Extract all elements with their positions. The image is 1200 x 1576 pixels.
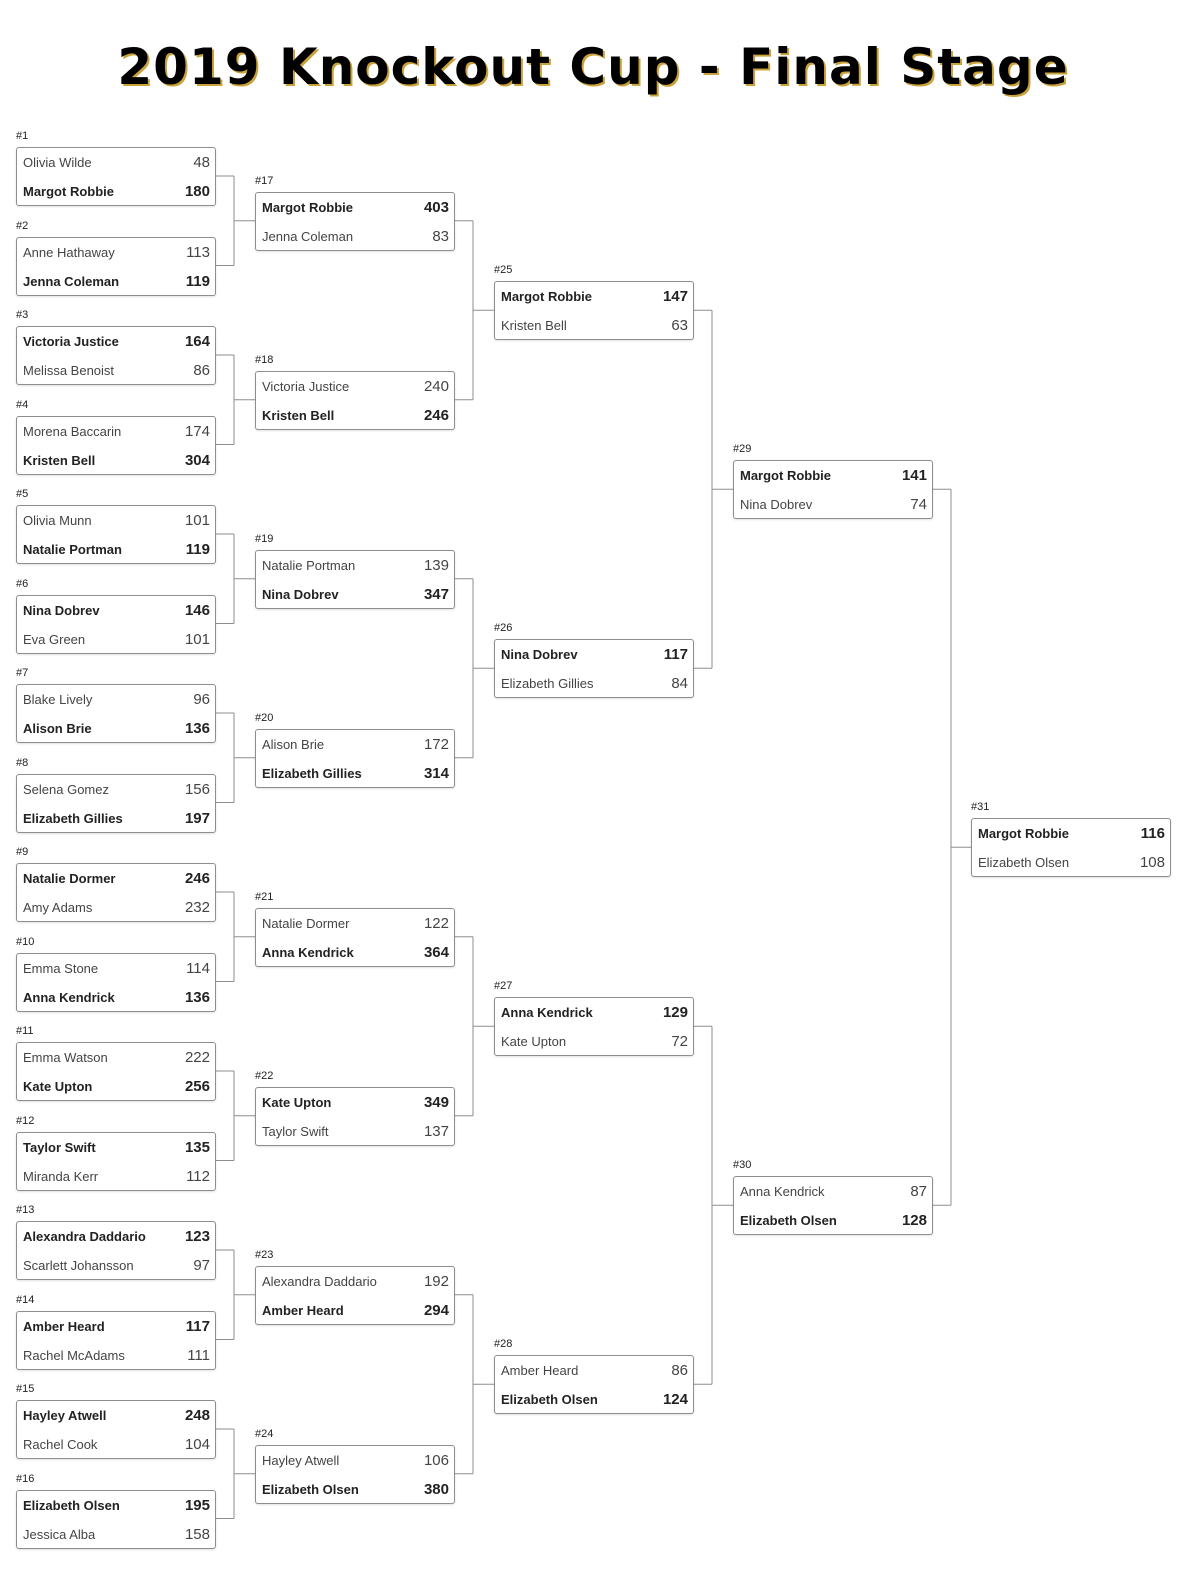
match-number: #14: [16, 1293, 35, 1306]
participant-name: Alison Brie: [23, 721, 92, 736]
participant-row[interactable]: [17, 714, 215, 742]
participant-row[interactable]: [17, 775, 215, 803]
match-number: #28: [494, 1338, 513, 1351]
participant-score: 240: [423, 377, 449, 395]
match-number: #3: [16, 309, 29, 321]
participant-row[interactable]: [17, 1491, 215, 1519]
match-box[interactable]: [494, 997, 694, 1056]
match-box[interactable]: [255, 1087, 455, 1146]
participant-name: Natalie Portman: [23, 542, 122, 557]
participant-score: 172: [423, 735, 449, 753]
participant-name: Victoria Justice: [23, 334, 119, 349]
participant-row[interactable]: [17, 1251, 215, 1279]
match-number: #5: [16, 488, 29, 500]
participant-score: 122: [423, 914, 449, 932]
participant-score: 180: [184, 183, 210, 200]
participant-row[interactable]: [495, 1027, 693, 1055]
match-box[interactable]: [494, 639, 694, 698]
participant-score: 116: [1140, 825, 1165, 843]
participant-name: Elizabeth Olsen: [23, 1497, 120, 1513]
participant-row[interactable]: [734, 461, 932, 489]
participant-row[interactable]: [17, 954, 215, 982]
participant-name: Elizabeth Olsen: [262, 1481, 359, 1497]
participant-name: Nina Dobrev: [501, 647, 578, 663]
participant-name: Hayley Atwell: [23, 1408, 107, 1423]
match-number: #9: [16, 846, 29, 858]
participant-row[interactable]: [17, 238, 215, 266]
participant-row[interactable]: [256, 1296, 454, 1324]
participant-name: Nina Dobrev: [23, 602, 100, 618]
participant-row[interactable]: [256, 580, 454, 608]
participant-score: 158: [184, 1525, 210, 1543]
participant-name: Jenna Coleman: [23, 273, 120, 289]
match-box[interactable]: [16, 416, 216, 475]
participant-row[interactable]: [256, 193, 454, 221]
match-box[interactable]: [16, 1042, 216, 1101]
participant-row[interactable]: [17, 177, 215, 205]
participant-row[interactable]: [495, 282, 693, 310]
participant-score: 128: [901, 1212, 927, 1230]
participant-score: 63: [671, 317, 688, 335]
participant-name: Alexandra Daddario: [262, 1273, 377, 1289]
participant-row[interactable]: [256, 1267, 454, 1295]
match-number: #24: [255, 1427, 274, 1440]
participant-row[interactable]: [256, 1446, 454, 1474]
participant-row[interactable]: [17, 1401, 215, 1429]
participant-score: 86: [193, 362, 210, 379]
participant-score: 123: [184, 1228, 210, 1245]
participant-row[interactable]: [17, 1341, 215, 1369]
participant-name: Taylor Swift: [23, 1139, 96, 1155]
participant-score: 87: [910, 1183, 927, 1201]
participant-row[interactable]: [256, 222, 454, 250]
participant-row[interactable]: [17, 596, 215, 624]
participant-name: Morena Baccarin: [23, 423, 122, 439]
participant-row[interactable]: [17, 535, 215, 563]
participant-name: Alexandra Daddario: [23, 1229, 146, 1244]
participant-score: 129: [662, 1004, 688, 1022]
participant-score: 314: [423, 764, 449, 782]
match-box[interactable]: [494, 281, 694, 340]
participant-name: Rachel Cook: [23, 1437, 98, 1452]
participant-name: Anna Kendrick: [262, 944, 354, 960]
participant-score: 117: [185, 1317, 210, 1335]
participant-row[interactable]: [256, 730, 454, 758]
participant-score: 139: [423, 556, 449, 574]
participant-score: 74: [910, 496, 927, 514]
participant-name: Miranda Kerr: [23, 1168, 99, 1184]
match-box[interactable]: [255, 371, 455, 430]
match-box[interactable]: [16, 1490, 216, 1549]
participant-name: Emma Stone: [23, 960, 99, 976]
match-number: #21: [255, 890, 274, 903]
participant-score: 246: [184, 870, 210, 887]
participant-name: Elizabeth Olsen: [978, 855, 1070, 871]
match-box[interactable]: [16, 237, 216, 296]
participant-score: 112: [186, 1167, 210, 1185]
participant-score: 246: [423, 406, 449, 424]
match-number: #15: [16, 1383, 35, 1395]
participant-score: 164: [184, 333, 210, 350]
participant-name: Natalie Portman: [262, 557, 356, 573]
participant-name: Eva Green: [23, 631, 86, 647]
match-box[interactable]: [255, 1266, 455, 1325]
participant-score: 304: [184, 451, 210, 469]
participant-row[interactable]: [256, 938, 454, 966]
match-box[interactable]: [255, 1445, 455, 1504]
participant-name: Rachel McAdams: [23, 1347, 125, 1363]
participant-score: 349: [423, 1093, 449, 1111]
participant-score: 136: [184, 720, 210, 737]
match-box[interactable]: [16, 774, 216, 833]
participant-row[interactable]: [17, 267, 215, 295]
participant-name: Nina Dobrev: [740, 497, 813, 513]
participant-row[interactable]: [256, 1117, 454, 1145]
match-box[interactable]: [971, 818, 1171, 877]
participant-name: Margot Robbie: [978, 826, 1069, 842]
participant-row[interactable]: [734, 1177, 932, 1205]
participant-row[interactable]: [495, 669, 693, 697]
participant-name: Margot Robbie: [23, 184, 114, 199]
match-box[interactable]: [494, 1355, 694, 1414]
match-box[interactable]: [255, 550, 455, 609]
participant-score: 232: [184, 899, 210, 916]
match-number: #25: [494, 264, 513, 277]
participant-name: Elizabeth Gillies: [262, 765, 362, 781]
participant-score: 111: [187, 1346, 210, 1364]
participant-name: Nina Dobrev: [262, 586, 339, 602]
match-number: #19: [255, 532, 274, 545]
match-box[interactable]: [255, 192, 455, 251]
participant-name: Amber Heard: [23, 1318, 105, 1334]
participant-score: 146: [184, 601, 210, 619]
participant-score: 48: [193, 154, 210, 171]
participant-row[interactable]: [17, 1430, 215, 1458]
match-number: #23: [255, 1248, 274, 1261]
participant-row[interactable]: [256, 909, 454, 937]
participant-name: Elizabeth Gillies: [23, 810, 123, 826]
participant-name: Natalie Dormer: [262, 915, 350, 931]
participant-name: Blake Lively: [23, 692, 93, 707]
match-number: #12: [16, 1114, 35, 1127]
participant-name: Victoria Justice: [262, 378, 350, 394]
participant-score: 136: [184, 988, 210, 1006]
participant-row[interactable]: [495, 1356, 693, 1384]
participant-row[interactable]: [256, 1475, 454, 1503]
participant-row[interactable]: [17, 685, 215, 713]
participant-name: Scarlett Johansson: [23, 1258, 134, 1273]
match-box[interactable]: [16, 1132, 216, 1191]
participant-name: Olivia Munn: [23, 513, 92, 528]
participant-name: Margot Robbie: [740, 468, 831, 484]
match-number: #18: [255, 353, 274, 366]
participant-name: Kate Upton: [262, 1094, 332, 1110]
participant-name: Kristen Bell: [23, 452, 96, 468]
participant-name: Natalie Dormer: [23, 871, 116, 886]
participant-row[interactable]: [17, 864, 215, 892]
match-number: #31: [971, 801, 990, 814]
participant-row[interactable]: [734, 490, 932, 518]
match-number: #30: [733, 1159, 752, 1172]
match-number: #1: [16, 130, 29, 142]
participant-name: Elizabeth Olsen: [501, 1392, 598, 1408]
match-box[interactable]: [16, 684, 216, 743]
match-number: #6: [16, 577, 29, 590]
participant-row[interactable]: [17, 446, 215, 474]
participant-score: 108: [1139, 854, 1165, 872]
participant-score: 197: [184, 809, 210, 827]
participant-row[interactable]: [17, 893, 215, 921]
match-number: #29: [733, 443, 752, 456]
match-box[interactable]: [733, 1176, 933, 1235]
participant-row[interactable]: [495, 1385, 693, 1413]
participant-name: Selena Gomez: [23, 781, 109, 797]
participant-row[interactable]: [256, 1088, 454, 1116]
participant-score: 104: [184, 1436, 210, 1453]
match-number: #17: [255, 174, 274, 187]
participant-row[interactable]: [17, 327, 215, 355]
match-box[interactable]: [16, 326, 216, 385]
participant-name: Kristen Bell: [501, 318, 567, 334]
participant-score: 135: [184, 1138, 210, 1156]
participant-score: 248: [184, 1407, 210, 1424]
participant-row[interactable]: [17, 1043, 215, 1071]
participant-score: 364: [423, 943, 449, 961]
participant-name: Margot Robbie: [262, 199, 353, 215]
match-box[interactable]: [16, 1400, 216, 1459]
participant-name: Margot Robbie: [501, 289, 592, 305]
participant-score: 117: [663, 646, 688, 664]
match-number: #10: [16, 935, 35, 948]
participant-name: Jessica Alba: [23, 1526, 96, 1542]
participant-name: Taylor Swift: [262, 1123, 329, 1139]
match-box[interactable]: [255, 729, 455, 788]
participant-score: 84: [671, 675, 688, 693]
participant-score: 83: [432, 227, 449, 245]
participant-score: 147: [662, 288, 688, 306]
participant-row[interactable]: [972, 848, 1170, 876]
participant-row[interactable]: [256, 401, 454, 429]
participant-score: 86: [671, 1362, 688, 1380]
match-box[interactable]: [16, 505, 216, 564]
participant-name: Anne Hathaway: [23, 244, 115, 260]
participant-row[interactable]: [17, 1222, 215, 1250]
participant-name: Amber Heard: [501, 1363, 579, 1379]
participant-row[interactable]: [17, 356, 215, 384]
participant-row[interactable]: [17, 1312, 215, 1340]
participant-name: Melissa Benoist: [23, 363, 115, 378]
participant-row[interactable]: [495, 640, 693, 668]
participant-row[interactable]: [17, 625, 215, 653]
participant-score: 119: [185, 272, 210, 290]
participant-row[interactable]: [17, 1520, 215, 1548]
match-box[interactable]: [16, 1221, 216, 1280]
participant-score: 156: [184, 780, 210, 798]
participant-score: 256: [184, 1078, 210, 1095]
participant-score: 294: [423, 1301, 449, 1319]
match-box[interactable]: [255, 908, 455, 967]
participant-row[interactable]: [17, 506, 215, 534]
participant-name: Anna Kendrick: [740, 1184, 825, 1200]
participant-name: Alison Brie: [262, 736, 325, 752]
participant-score: 113: [186, 243, 210, 261]
participant-row[interactable]: [17, 417, 215, 445]
match-number: #26: [494, 622, 513, 635]
match-number: #2: [16, 219, 29, 232]
match-box[interactable]: [16, 1311, 216, 1370]
match-number: #22: [255, 1069, 274, 1082]
participant-score: 97: [193, 1257, 210, 1274]
participant-score: 119: [185, 541, 210, 558]
match-box[interactable]: [16, 147, 216, 206]
participant-score: 192: [423, 1272, 449, 1290]
match-box[interactable]: [733, 460, 933, 519]
participant-row[interactable]: [256, 759, 454, 787]
participant-name: Amber Heard: [262, 1302, 344, 1318]
participant-name: Anna Kendrick: [501, 1005, 593, 1021]
participant-name: Olivia Wilde: [23, 155, 92, 170]
page-title: 2019 Knockout Cup - Final Stage: [117, 38, 1069, 96]
participant-name: Emma Watson: [23, 1050, 108, 1065]
participant-name: Kate Upton: [23, 1079, 93, 1094]
participant-name: Anna Kendrick: [23, 989, 115, 1005]
participant-score: 106: [423, 1451, 449, 1469]
participant-row[interactable]: [256, 372, 454, 400]
match-number: #20: [255, 711, 274, 724]
participant-score: 124: [662, 1391, 688, 1409]
participant-row[interactable]: [495, 998, 693, 1026]
match-number: #16: [16, 1472, 35, 1485]
participant-row[interactable]: [17, 1072, 215, 1100]
match-number: #27: [494, 980, 513, 993]
participant-score: 403: [423, 198, 449, 216]
participant-score: 380: [423, 1480, 449, 1498]
participant-name: Kate Upton: [501, 1034, 567, 1050]
match-number: #11: [16, 1025, 34, 1037]
match-box[interactable]: [16, 953, 216, 1012]
participant-row[interactable]: [17, 1162, 215, 1190]
participant-row[interactable]: [734, 1206, 932, 1234]
participant-row[interactable]: [256, 551, 454, 579]
match-number: #13: [16, 1204, 35, 1216]
match-number: #4: [16, 398, 29, 411]
participant-row[interactable]: [972, 819, 1170, 847]
match-box[interactable]: [16, 595, 216, 654]
participant-score: 96: [193, 691, 210, 708]
match-number: #8: [16, 756, 29, 769]
participant-name: Elizabeth Gillies: [501, 676, 594, 692]
participant-score: 101: [184, 512, 210, 529]
participant-row[interactable]: [17, 804, 215, 832]
participant-score: 347: [423, 585, 449, 603]
participant-name: Kristen Bell: [262, 407, 335, 423]
match-number: #7: [16, 667, 29, 679]
participant-name: Jenna Coleman: [262, 228, 354, 244]
match-box[interactable]: [16, 863, 216, 922]
participant-name: Amy Adams: [23, 900, 93, 915]
participant-score: 72: [671, 1033, 688, 1051]
participant-row[interactable]: [495, 311, 693, 339]
participant-score: 101: [184, 630, 210, 648]
participant-row[interactable]: [17, 148, 215, 176]
participant-name: Elizabeth Olsen: [740, 1213, 837, 1229]
participant-score: 137: [423, 1122, 449, 1140]
participant-score: 174: [184, 422, 210, 440]
participant-row[interactable]: [17, 1133, 215, 1161]
participant-name: Hayley Atwell: [262, 1452, 340, 1468]
participant-row[interactable]: [17, 983, 215, 1011]
participant-score: 114: [186, 959, 210, 977]
participant-score: 222: [184, 1049, 210, 1066]
participant-score: 195: [184, 1496, 210, 1514]
participant-score: 141: [901, 467, 927, 485]
